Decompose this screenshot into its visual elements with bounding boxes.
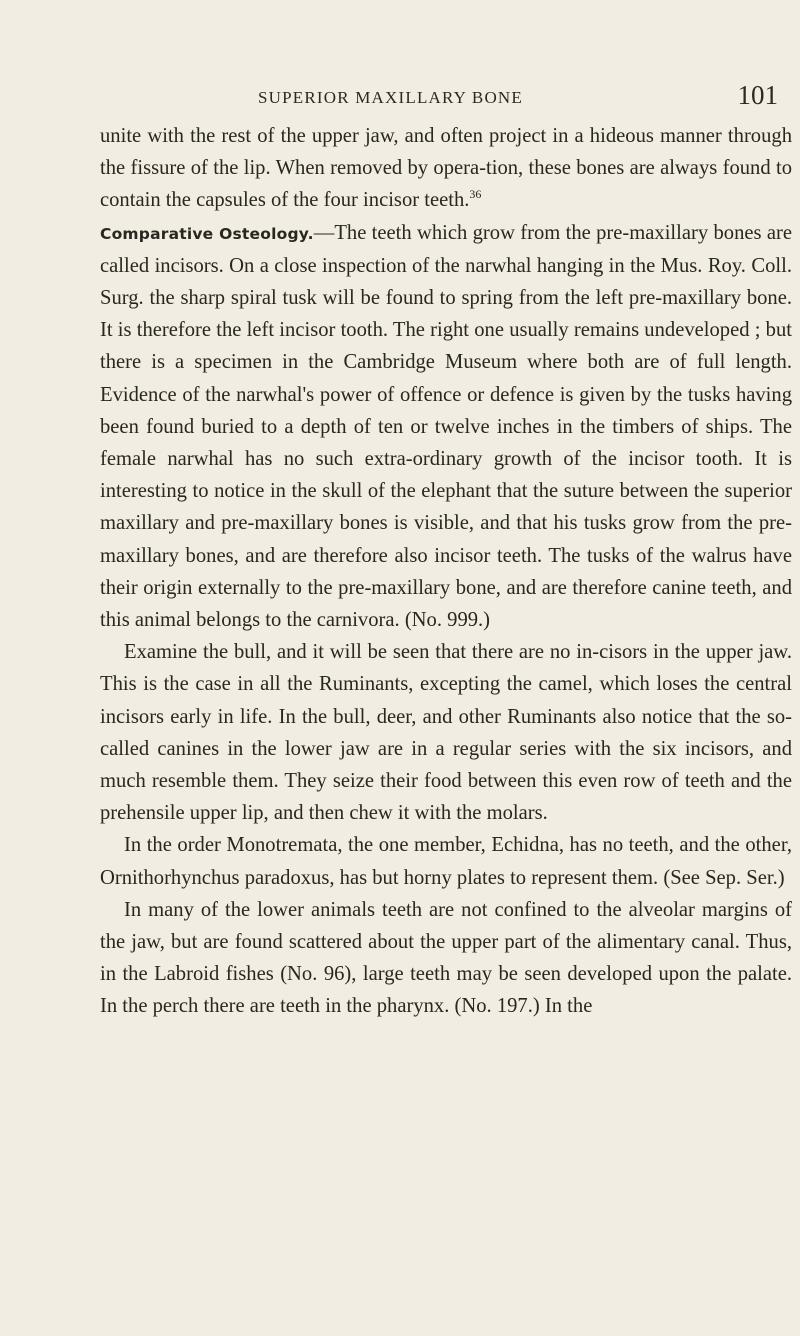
- paragraph-5: [100, 894, 792, 1023]
- paragraph-text: In the order Monotremata, the one member, Echidna, has no teeth, and the other, Ornithorhynchus paradoxus, has but horny plates to represent them. (See Sep. Ser.): [100, 834, 792, 889]
- paragraph-text: Examine the bull, and it will be seen that there are no in-cisors in the upper jaw. This is the case in all the Ruminants, excepting the camel, which loses the central incisors early in life. In the bull, deer, and other Ruminants also notice that the so-called canines in the lower jaw are in a regular series with the six incisors, and much resemble them. They seize their food between this even row of teeth and the prehensile upper lip, and then chew it with the molars.: [100, 641, 792, 825]
- paragraph-2: [100, 217, 792, 637]
- paragraph-4: [100, 829, 792, 893]
- footnote-reference: 36: [469, 187, 482, 202]
- paragraph-text: The teeth which grow from the pre-maxillary bones are called incisors. On a close inspection of the narwhal hanging in the Mus. Roy. Coll. Surg. the sharp spiral tusk will be found to spring from the left pre-maxillary bone. It is therefore the left incisor tooth. The right one usually remains undeveloped ; but there is a specimen in the Cambridge Museum where both are of full length. Evidence of the narwhal's power of offence or defence is given by the tusks having been found buried to a depth of ten or twelve inches in the timbers of ships. The female narwhal has no such extra-ordinary growth of the incisor tooth. It is interesting to notice in the skull of the elephant that the suture between the superior maxillary and pre-maxillary bones is visible, and that his tusks grow from the pre-maxillary bones, and are therefore also incisor teeth. The tusks of the walrus have their origin externally to the pre-maxillary bone, and are therefore canine teeth, and this animal belongs to the carnivora. (No. 999.): [100, 221, 792, 632]
- paragraph-1: [100, 120, 792, 217]
- running-header: [88, 80, 792, 120]
- section-heading: Comparative Osteology.: [100, 224, 314, 243]
- paragraph-text: In many of the lower animals teeth are not confined to the alveolar margins of the jaw, but are found scattered about the upper part of the alimentary canal. Thus, in the Labroid fishes (No. 96), large teeth may be seen developed upon the palate. In the perch there are teeth in the pharynx. (No. 197.) In the: [100, 898, 792, 1018]
- page-number: 101: [737, 80, 778, 110]
- paragraph-3: [100, 636, 792, 829]
- heading-dash: —: [313, 221, 335, 244]
- paragraph-text: unite with the rest of the upper jaw, and often project in a hideous manner through the fissure of the lip. When removed by opera-tion, these bones are always found to contain the capsules of the four incisor teeth.: [100, 125, 792, 212]
- body-text: [100, 120, 792, 1023]
- running-title: SUPERIOR MAXILLARY BONE: [258, 88, 523, 107]
